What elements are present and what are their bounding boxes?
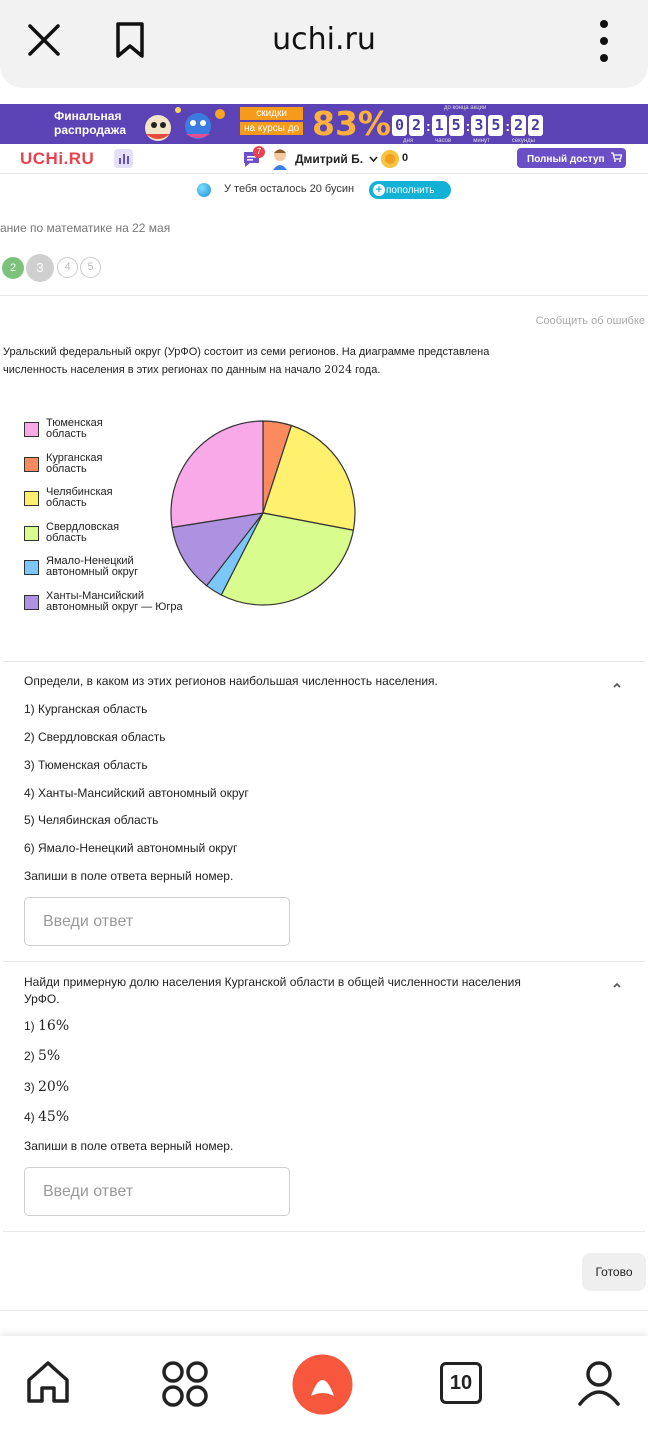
- pie-chart: [168, 418, 358, 608]
- legend-label: Свердловская область: [46, 520, 120, 544]
- step-5[interactable]: 5: [80, 257, 101, 278]
- legend-swatch: [24, 422, 39, 437]
- refill-beads-button[interactable]: пополнить: [369, 181, 451, 199]
- divider: [3, 1231, 645, 1232]
- question2-option: 4) 45%: [24, 1109, 70, 1125]
- timer-digit: 3: [471, 115, 486, 136]
- timer-digit: 5: [488, 115, 503, 136]
- address-bar-url[interactable]: uchi.ru: [272, 22, 376, 57]
- question1-option: 5) Челябинская область: [24, 813, 159, 827]
- timer-digit: 5: [449, 115, 464, 136]
- question1-answer-input[interactable]: [24, 897, 290, 946]
- chevron-down-icon: [369, 156, 378, 163]
- legend-label: Ямало-Ненецкий автономный округ: [46, 555, 139, 578]
- cart-icon: [611, 152, 622, 162]
- timer-digit: 2: [511, 115, 526, 136]
- question1-option: 3) Тюменская область: [24, 758, 148, 772]
- promo-title: Финальная распродажа: [54, 109, 127, 137]
- done-button[interactable]: Готово: [582, 1253, 646, 1291]
- legend-label: Ханты-Мансийский автономный округ — Югра: [46, 589, 183, 613]
- bead-icon: [197, 183, 211, 197]
- question2-instruction: Запиши в поле ответа верный номер.: [24, 1139, 234, 1153]
- bottom-navigation: [0, 1336, 648, 1440]
- legend-swatch: [24, 491, 39, 506]
- timer-digit: 2: [409, 115, 424, 136]
- legend-swatch: [24, 526, 39, 541]
- site-logo[interactable]: UCHi.RU: [20, 149, 95, 168]
- stats-icon[interactable]: [114, 149, 133, 168]
- question1-option: 2) Свердловская область: [24, 730, 166, 744]
- divider: [3, 961, 645, 962]
- step-4[interactable]: 4: [57, 257, 78, 278]
- username-dropdown[interactable]: Дмитрий Б.: [295, 152, 378, 166]
- coin-count: 0: [402, 152, 409, 164]
- profile-icon[interactable]: [577, 1360, 621, 1406]
- question1-instruction: Запиши в поле ответа верный номер.: [24, 869, 234, 883]
- question2-option: 1) 16%: [24, 1018, 70, 1034]
- legend-swatch: [24, 457, 39, 472]
- legend-label: Курганская область: [46, 451, 103, 475]
- question2-option: 3) 20%: [24, 1079, 70, 1095]
- report-error-link[interactable]: Сообщить об ошибке: [535, 315, 645, 327]
- plus-icon: +: [373, 184, 385, 196]
- question1-text: Определи, в каком из этих регионов наибольшая численность населения.: [24, 674, 438, 688]
- site-header: [0, 144, 648, 174]
- legend-label: Челябинская область: [46, 486, 113, 509]
- promo-characters-illustration: [136, 104, 228, 144]
- full-access-button[interactable]: Полный доступ: [517, 148, 626, 168]
- tabs-icon[interactable]: 10: [440, 1362, 482, 1404]
- chevron-up-icon[interactable]: [612, 681, 622, 689]
- question2-option: 2) 5%: [24, 1048, 61, 1064]
- question2-answer-input[interactable]: [24, 1167, 290, 1216]
- question2-text: Найди примерную долю населения Курганской области в общей численности населения УрФО.: [24, 975, 521, 1006]
- divider: [3, 661, 645, 662]
- step-2[interactable]: 2: [2, 257, 24, 279]
- question1-option: 4) Ханты-Мансийский автономный округ: [24, 786, 249, 800]
- timer-digit: 1: [432, 115, 447, 136]
- promo-sale-label: скидки на курсы до: [240, 107, 303, 137]
- promo-timer-label: до конца акции: [444, 105, 487, 111]
- promo-banner[interactable]: [0, 104, 648, 144]
- alice-assistant-icon[interactable]: [292, 1354, 353, 1415]
- question1-option: 6) Ямало-Ненецкий автономный округ: [24, 841, 238, 855]
- beads-remaining-text: У тебя осталось 20 бусин: [224, 183, 355, 195]
- coin-icon: [381, 150, 399, 168]
- task-intro-text: Уральский федеральный округ (УрФО) состоит из семи регионов. На диаграмме представлена численность населения в этих регионах по данным на начало 2024 года.: [3, 346, 490, 376]
- browser-toolbar: [0, 0, 648, 88]
- services-grid-icon[interactable]: [161, 1360, 209, 1408]
- legend-label: Тюменская область: [46, 417, 103, 440]
- question1-option: 1) Курганская область: [24, 702, 148, 716]
- promo-countdown: 0 2 : 1 5 : 3 5 : 2 2: [392, 115, 545, 136]
- more-vertical-icon[interactable]: [590, 18, 618, 64]
- timer-digit: 2: [528, 115, 543, 136]
- home-icon[interactable]: [24, 1358, 72, 1406]
- avatar[interactable]: [271, 148, 289, 170]
- legend-swatch: [24, 560, 39, 575]
- pie-slice: [171, 421, 263, 527]
- divider: [0, 1310, 648, 1311]
- chevron-up-icon[interactable]: [612, 981, 622, 989]
- task-title: ание по математике на 22 мая: [0, 221, 171, 235]
- notification-badge: 7: [253, 146, 265, 158]
- timer-digit: 0: [392, 115, 407, 136]
- divider: [0, 295, 648, 296]
- promo-discount-percent: 83%: [312, 104, 391, 143]
- promo-timer-units: дня часов минут секунды: [403, 138, 535, 144]
- step-3-current[interactable]: 3: [26, 254, 54, 282]
- legend-swatch: [24, 595, 39, 610]
